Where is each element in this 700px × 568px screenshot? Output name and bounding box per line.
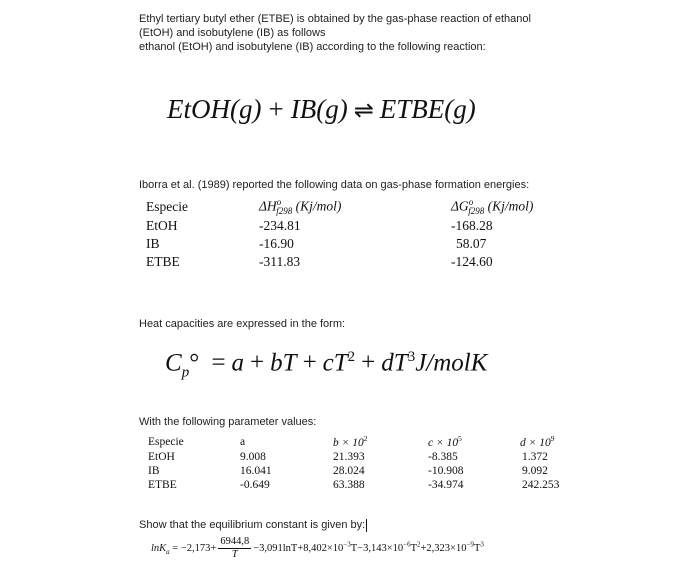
table2-header-a: a — [240, 436, 246, 448]
intro-line-3: ethanol (EtOH) and isobutylene (IB) according to the following reaction: — [139, 41, 486, 53]
cp-subscript: p — [181, 364, 190, 381]
table1-row-dh: -311.83 — [259, 254, 301, 269]
product-etbe: ETBE(g) — [379, 94, 476, 124]
fraction — [218, 536, 251, 561]
final-equation — [151, 536, 484, 561]
term-1: −3,091lnT+8,402×10 — [253, 542, 344, 554]
cp-symbol: C — [165, 349, 182, 377]
table2-row-d: 9.092 — [522, 465, 548, 477]
equilibrium-arrow-icon: ⇌ — [353, 98, 374, 124]
table2-header-d — [520, 434, 555, 449]
table2-row-c: -8.385 — [428, 451, 458, 463]
intro-line-2: (EtOH) and isobutylene (IB) as follows — [139, 27, 326, 39]
table2-row-a: -0.649 — [240, 479, 270, 491]
table2-row-d: 1.372 — [522, 451, 548, 463]
table1-row-especie: EtOH — [146, 218, 178, 233]
table2-header-especie: Especie — [148, 436, 184, 448]
c-label: c × 10 — [428, 436, 459, 449]
dg-superscript: o — [468, 197, 474, 207]
reactant-ethanol: EtOH(g) — [167, 94, 262, 124]
exp-4: −9 — [466, 540, 474, 549]
table2-row-c: -34.974 — [428, 479, 464, 491]
intro-text — [139, 12, 531, 54]
plus-sign: + — [302, 349, 317, 377]
table2-row-especie: ETBE — [148, 479, 177, 491]
lnk-subscript: a — [166, 548, 170, 556]
lnk-symbol: lnK — [151, 542, 167, 554]
c-exponent: 5 — [458, 434, 462, 443]
term-ct: cT — [322, 349, 348, 377]
exp-5: 3 — [480, 540, 484, 549]
dh-symbol: ΔH — [259, 198, 277, 214]
table1-header-especie: Especie — [146, 199, 188, 214]
fraction-denominator: T — [231, 549, 238, 560]
dh-superscript: o — [276, 197, 282, 207]
exp-3: 2 — [417, 540, 421, 549]
unit-text: J/molK — [415, 349, 488, 377]
plus-sign: + — [268, 94, 284, 124]
final-text — [139, 518, 367, 532]
final-text-label: Show that the equilibrium constant is given by: — [139, 519, 366, 531]
dh-subscript: f298 — [276, 206, 293, 217]
term-3: T — [410, 542, 418, 554]
table2-row-b: 63.388 — [333, 479, 365, 491]
term-bt: bT — [270, 349, 297, 377]
exponent-2: 2 — [347, 349, 356, 365]
table2-row-d: 242.253 — [522, 479, 560, 491]
params-text: With the following parameter values: — [139, 416, 317, 428]
fraction-numerator: 6944,8 — [220, 536, 250, 547]
dg-subscript: f298 — [468, 206, 485, 217]
table2-row-b: 21.393 — [333, 451, 365, 463]
formation-text: Iborra et al. (1989) reported the following data on gas-phase formation energies: — [139, 179, 530, 191]
exp-1: −3 — [343, 540, 351, 549]
table1-row-dg: -168.28 — [451, 218, 493, 233]
degree-mark: ° — [189, 349, 200, 377]
table1-header-dh — [259, 197, 341, 216]
reaction-equation — [167, 94, 476, 125]
table1-header-dg — [451, 197, 533, 216]
term-5: T — [473, 542, 481, 554]
equals-sign: = — [211, 349, 226, 377]
exponent-3: 3 — [407, 349, 416, 365]
table2-row-c: -10.908 — [428, 465, 464, 477]
dg-unit: (Kj/mol) — [487, 198, 534, 214]
table1-row-dh: -16.90 — [259, 236, 294, 251]
constant-term: = −2,173+ — [169, 542, 217, 554]
heatcap-equation — [165, 349, 487, 381]
heatcap-text: Heat capacities are expressed in the form: — [139, 318, 346, 330]
table1-row-dg: -124.60 — [451, 254, 493, 269]
plus-sign: + — [250, 349, 265, 377]
table2-header-b — [333, 434, 368, 449]
term-2: T−3,143×10 — [350, 542, 404, 554]
table1-row-dh: -234.81 — [259, 218, 301, 233]
d-exponent: 9 — [550, 434, 555, 443]
table1-row-especie: ETBE — [146, 254, 180, 269]
exp-2: −6 — [403, 540, 411, 549]
b-label: b × 10 — [333, 436, 364, 449]
table2-row-a: 16.041 — [240, 465, 272, 477]
reactant-isobutylene: IB(g) — [290, 94, 348, 124]
b-exponent: 2 — [363, 434, 368, 443]
table2-row-especie: IB — [148, 465, 160, 477]
table2-header-c — [428, 434, 462, 449]
dg-symbol: ΔG — [451, 198, 469, 214]
text-cursor — [366, 519, 367, 532]
term-a: a — [231, 349, 245, 377]
term-4: +2,323×10 — [420, 542, 467, 554]
table1-row-especie: IB — [146, 236, 160, 251]
table2-row-a: 9.008 — [240, 451, 266, 463]
term-dt: dT — [381, 349, 408, 377]
d-label: d × 10 — [520, 436, 551, 449]
table1-row-dg: 58.07 — [456, 236, 487, 251]
intro-line-1: Ethyl tertiary butyl ether (ETBE) is obtained by the gas-phase reaction of ethanol — [139, 13, 531, 25]
table2-row-b: 28.024 — [333, 465, 365, 477]
plus-sign: + — [361, 349, 376, 377]
dh-unit: (Kj/mol) — [295, 198, 342, 214]
table2-row-especie: EtOH — [148, 451, 175, 463]
